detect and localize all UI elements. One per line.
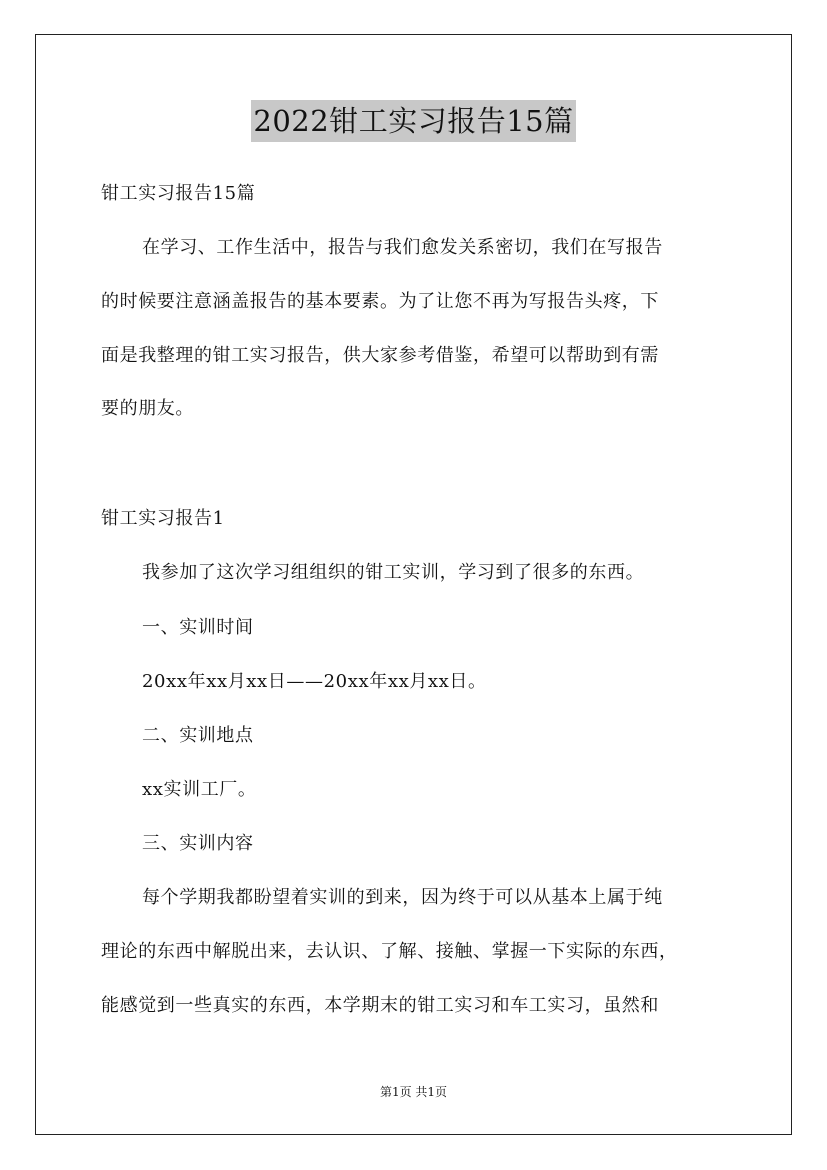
intro-line-1: 在学习、工作生活中，报告与我们愈发关系密切，我们在写报告 (142, 237, 663, 258)
section-paragraph: 我参加了这次学习组组织的钳工实训，学习到了很多的东西。 (142, 562, 645, 583)
time-value: 20xx年xx月xx日——20xx年xx月xx日。 (142, 671, 487, 692)
body-line-2: 理论的东西中解脱出来，去认识、了解、接触、掌握一下实际的东西， (101, 941, 678, 962)
title-container (0, 100, 827, 142)
subheading-location: 二、实训地点 (142, 725, 254, 746)
intro-line-3: 面是我整理的钳工实习报告，供大家参考借鉴，希望可以帮助到有需 (101, 345, 659, 366)
subheading-time: 一、实训时间 (142, 617, 254, 638)
intro-line-2: 的时候要注意涵盖报告的基本要素。为了让您不再为写报告头疼，下 (101, 291, 659, 312)
section-heading: 钳工实习报告1 (101, 508, 225, 529)
intro-line-4: 要的朋友。 (101, 398, 194, 419)
document-title: 2022钳工实习报告15篇 (251, 100, 575, 142)
subheading-content: 三、实训内容 (142, 833, 254, 854)
body-line-1: 每个学期我都盼望着实训的到来，因为终于可以从基本上属于纯 (142, 887, 663, 908)
body-line-3: 能感觉到一些真实的东西，本学期末的钳工实习和车工实习，虽然和 (101, 995, 659, 1016)
location-value: xx实训工厂。 (142, 779, 257, 800)
page-footer: 第1页 共1页 (379, 1085, 448, 1099)
document-subtitle: 钳工实习报告15篇 (101, 183, 256, 204)
